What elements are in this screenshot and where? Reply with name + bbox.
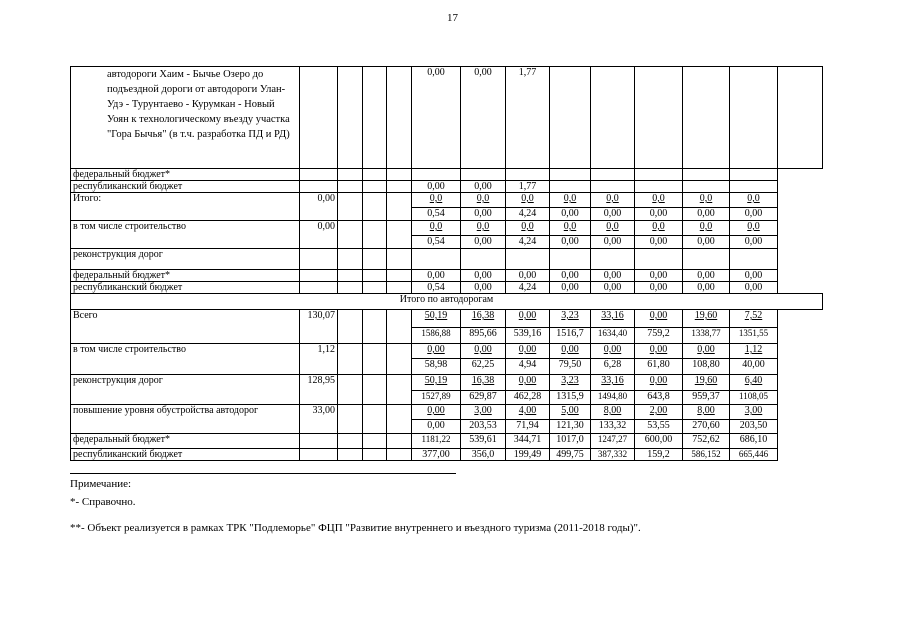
- empty-cell: [338, 169, 363, 181]
- value-cell: 33,16: [591, 310, 635, 328]
- empty-cell: [363, 282, 387, 294]
- empty-cell: [338, 449, 363, 461]
- object-row: [71, 67, 823, 169]
- value-cell: 33,16: [591, 375, 635, 391]
- value-cell: 3,23: [550, 375, 591, 391]
- table-row: [71, 181, 823, 193]
- section-title-row: [71, 294, 823, 310]
- value-cell: [461, 169, 506, 181]
- value-cell: 0,00: [412, 420, 461, 434]
- value-cell: 2,00: [635, 405, 683, 420]
- row-label: повышение уровня обустройства автодорог: [71, 405, 300, 434]
- row-label: федеральный бюджет*: [71, 270, 300, 282]
- value-cell: [683, 169, 730, 181]
- value-cell: [635, 169, 683, 181]
- value-cell: [412, 169, 461, 181]
- value-cell: 356,0: [461, 449, 506, 461]
- value-cell: 0,00: [461, 67, 506, 169]
- value-cell: 1351,55: [730, 328, 778, 344]
- empty-cell: [363, 449, 387, 461]
- value-cell: 71,94: [506, 420, 550, 434]
- value-cell: 79,50: [550, 359, 591, 375]
- value-cell: 0,00: [461, 344, 506, 359]
- value-cell: 0,00: [461, 208, 506, 221]
- empty-cell: [338, 193, 363, 221]
- value-cell: 8,00: [683, 405, 730, 420]
- value-cell: [506, 249, 550, 270]
- empty-cell: [387, 270, 412, 282]
- value-cell: 3,23: [550, 310, 591, 328]
- value-cell: 0,00: [591, 282, 635, 294]
- empty-cell: [363, 270, 387, 282]
- value-cell: 4,00: [506, 405, 550, 420]
- value-cell: 50,19: [412, 375, 461, 391]
- value-cell: 4,24: [506, 208, 550, 221]
- empty-cell: [387, 169, 412, 181]
- value-cell: 1017,0: [550, 434, 591, 449]
- value-cell: 1516,7: [550, 328, 591, 344]
- row-total: 0,00: [300, 221, 338, 249]
- empty-cell: [387, 193, 412, 221]
- table-row: [71, 405, 823, 420]
- value-cell: 53,55: [635, 420, 683, 434]
- row-label: федеральный бюджет*: [71, 169, 300, 181]
- empty-cell: [338, 375, 363, 405]
- table-row: [71, 375, 823, 391]
- value-cell: 0,00: [683, 236, 730, 249]
- value-cell: [730, 169, 778, 181]
- value-cell: 1634,40: [591, 328, 635, 344]
- row-total: 130,07: [300, 310, 338, 344]
- row-total: 33,00: [300, 405, 338, 434]
- empty-cell: [338, 434, 363, 449]
- value-cell: 7,52: [730, 310, 778, 328]
- row-label: в том числе строительство: [71, 221, 300, 249]
- value-cell: 6,28: [591, 359, 635, 375]
- value-cell: 0,00: [591, 236, 635, 249]
- value-cell: 1338,77: [683, 328, 730, 344]
- value-cell: [550, 181, 591, 193]
- value-cell: 58,98: [412, 359, 461, 375]
- value-cell: 0,0: [412, 193, 461, 208]
- value-cell: 0,00: [461, 270, 506, 282]
- value-cell: 3,00: [730, 405, 778, 420]
- value-cell: 61,80: [635, 359, 683, 375]
- value-cell: 387,332: [591, 449, 635, 461]
- value-cell: 4,24: [506, 236, 550, 249]
- value-cell: 1,12: [730, 344, 778, 359]
- value-cell: 0,0: [730, 221, 778, 236]
- value-cell: 0,0: [683, 193, 730, 208]
- value-cell: 1315,9: [550, 391, 591, 405]
- value-cell: 0,00: [683, 270, 730, 282]
- value-cell: 0,00: [550, 344, 591, 359]
- value-cell: 3,00: [461, 405, 506, 420]
- value-cell: 0,00: [730, 236, 778, 249]
- value-cell: 0,00: [635, 236, 683, 249]
- road-funding-table: [70, 66, 823, 461]
- row-label: федеральный бюджет*: [71, 434, 300, 449]
- empty-cell: [338, 270, 363, 282]
- value-cell: 643,8: [635, 391, 683, 405]
- value-cell: 759,2: [635, 328, 683, 344]
- value-cell: 4,24: [506, 282, 550, 294]
- table-row: [71, 270, 823, 282]
- value-cell: 377,00: [412, 449, 461, 461]
- empty-cell: [387, 405, 412, 434]
- value-cell: 0,00: [506, 270, 550, 282]
- value-cell: [730, 181, 778, 193]
- value-cell: 1247,27: [591, 434, 635, 449]
- value-cell: 1494,80: [591, 391, 635, 405]
- empty-cell: [363, 181, 387, 193]
- value-cell: 0,0: [591, 221, 635, 236]
- value-cell: 16,38: [461, 310, 506, 328]
- value-cell: 159,2: [635, 449, 683, 461]
- value-cell: 1181,22: [412, 434, 461, 449]
- empty-cell: [363, 193, 387, 221]
- value-cell: 203,53: [461, 420, 506, 434]
- empty-cell: [387, 434, 412, 449]
- notes-divider: [70, 473, 456, 474]
- value-cell: [683, 181, 730, 193]
- value-cell: 0,0: [550, 221, 591, 236]
- value-cell: 0,0: [550, 193, 591, 208]
- value-cell: 0,00: [730, 208, 778, 221]
- value-cell: 0,54: [412, 282, 461, 294]
- value-cell: 0,00: [550, 236, 591, 249]
- value-cell: 1,77: [506, 181, 550, 193]
- value-cell: 895,66: [461, 328, 506, 344]
- value-cell: 0,00: [412, 181, 461, 193]
- empty-cell: [387, 449, 412, 461]
- empty-cell: [363, 169, 387, 181]
- row-label: республиканский бюджет: [71, 449, 300, 461]
- value-cell: 0,00: [412, 405, 461, 420]
- value-cell: 0,00: [730, 282, 778, 294]
- row-label: реконструкция дорог: [71, 249, 300, 270]
- value-cell: 0,00: [635, 344, 683, 359]
- row-total: [300, 282, 338, 294]
- row-label: в том числе строительство: [71, 344, 300, 375]
- row-total: [300, 449, 338, 461]
- note-tourism-program: **- Объект реализуется в рамках ТРК "Подлеморье" ФЦП "Развитие внутреннего и въездного туризма (2011-2018 годы)".: [70, 522, 641, 534]
- value-cell: 0,00: [506, 375, 550, 391]
- value-cell: 0,0: [730, 193, 778, 208]
- value-cell: 0,54: [412, 208, 461, 221]
- row-total: [300, 249, 338, 270]
- value-cell: 6,40: [730, 375, 778, 391]
- note-reference: *- Справочно.: [70, 496, 136, 508]
- value-cell: 1,77: [506, 67, 550, 169]
- value-cell: 8,00: [591, 405, 635, 420]
- value-cell: 121,30: [550, 420, 591, 434]
- value-cell: [635, 181, 683, 193]
- row-total: 128,95: [300, 375, 338, 405]
- value-cell: [412, 249, 461, 270]
- value-cell: 16,38: [461, 375, 506, 391]
- table-row: [71, 221, 823, 236]
- value-cell: 0,00: [412, 67, 461, 169]
- object-name: автодороги Хаим - Бычье Озеро до подъездной дороги от автодороги Улан-Удэ - Турунтаево - Курумкан - Новый Уоян к технологическому въезду участка "Гора Бычья" (в т.ч. разработка ПД и РД): [71, 67, 300, 169]
- value-cell: 0,00: [550, 270, 591, 282]
- row-total: [300, 169, 338, 181]
- value-cell: 0,00: [506, 344, 550, 359]
- empty-cell: [338, 344, 363, 375]
- value-cell: 0,00: [461, 181, 506, 193]
- value-cell: [550, 169, 591, 181]
- value-cell: 0,00: [550, 208, 591, 221]
- empty-cell: [363, 249, 387, 270]
- value-cell: 0,00: [635, 208, 683, 221]
- value-cell: 0,00: [683, 208, 730, 221]
- value-cell: 0,0: [461, 221, 506, 236]
- row-label: республиканский бюджет: [71, 282, 300, 294]
- empty-cell: [387, 344, 412, 375]
- value-cell: 108,80: [683, 359, 730, 375]
- value-cell: [591, 249, 635, 270]
- value-cell: 629,87: [461, 391, 506, 405]
- value-cell: 0,00: [461, 282, 506, 294]
- empty-cell: [363, 434, 387, 449]
- value-cell: 270,60: [683, 420, 730, 434]
- value-cell: 1108,05: [730, 391, 778, 405]
- empty-cell: [338, 282, 363, 294]
- row-total: [300, 270, 338, 282]
- empty-cell: [387, 310, 412, 344]
- empty-cell: [387, 181, 412, 193]
- value-cell: 752,62: [683, 434, 730, 449]
- table-row: [71, 193, 823, 208]
- empty-cell: [338, 405, 363, 434]
- value-cell: 0,0: [412, 221, 461, 236]
- empty-cell: [338, 249, 363, 270]
- value-cell: 199,49: [506, 449, 550, 461]
- value-cell: 0,00: [635, 282, 683, 294]
- empty-cell: [338, 310, 363, 344]
- value-cell: 0,00: [730, 270, 778, 282]
- value-cell: [730, 249, 778, 270]
- empty-cell: [363, 405, 387, 434]
- value-cell: 0,00: [683, 282, 730, 294]
- value-cell: 0,0: [506, 221, 550, 236]
- section-title: Итого по автодорогам: [71, 294, 823, 310]
- value-cell: 0,00: [412, 344, 461, 359]
- value-cell: 203,50: [730, 420, 778, 434]
- value-cell: [550, 249, 591, 270]
- value-cell: [683, 249, 730, 270]
- value-cell: 586,152: [683, 449, 730, 461]
- value-cell: 0,54: [412, 236, 461, 249]
- row-label: реконструкция дорог: [71, 375, 300, 405]
- value-cell: 0,0: [461, 193, 506, 208]
- value-cell: 19,60: [683, 375, 730, 391]
- table-row: [71, 282, 823, 294]
- table-row: [71, 344, 823, 359]
- value-cell: 133,32: [591, 420, 635, 434]
- empty-cell: [363, 375, 387, 405]
- value-cell: 0,00: [635, 375, 683, 391]
- row-total: [300, 434, 338, 449]
- value-cell: 0,00: [635, 310, 683, 328]
- table-row: [71, 434, 823, 449]
- value-cell: 686,10: [730, 434, 778, 449]
- row-label: Всего: [71, 310, 300, 344]
- value-cell: 0,00: [550, 282, 591, 294]
- value-cell: 0,00: [591, 270, 635, 282]
- value-cell: 40,00: [730, 359, 778, 375]
- table-row: [71, 169, 823, 181]
- value-cell: 0,00: [635, 270, 683, 282]
- value-cell: 50,19: [412, 310, 461, 328]
- value-cell: 499,75: [550, 449, 591, 461]
- row-total: [300, 181, 338, 193]
- value-cell: 539,61: [461, 434, 506, 449]
- value-cell: 0,0: [635, 221, 683, 236]
- value-cell: 0,00: [506, 310, 550, 328]
- value-cell: 19,60: [683, 310, 730, 328]
- table-row: [71, 449, 823, 461]
- value-cell: 462,28: [506, 391, 550, 405]
- row-total: 0,00: [300, 193, 338, 221]
- empty-cell: [363, 221, 387, 249]
- empty-cell: [338, 221, 363, 249]
- empty-cell: [338, 181, 363, 193]
- table-row: [71, 310, 823, 328]
- value-cell: [591, 181, 635, 193]
- value-cell: 0,00: [591, 344, 635, 359]
- value-cell: 344,71: [506, 434, 550, 449]
- value-cell: 5,00: [550, 405, 591, 420]
- row-total: 1,12: [300, 344, 338, 375]
- empty-cell: [387, 375, 412, 405]
- empty-cell: [363, 344, 387, 375]
- value-cell: 1527,89: [412, 391, 461, 405]
- value-cell: 0,00: [412, 270, 461, 282]
- value-cell: 665,446: [730, 449, 778, 461]
- value-cell: 0,00: [461, 236, 506, 249]
- value-cell: 0,0: [635, 193, 683, 208]
- value-cell: 0,0: [506, 193, 550, 208]
- value-cell: 4,94: [506, 359, 550, 375]
- value-cell: 0,0: [591, 193, 635, 208]
- value-cell: [506, 169, 550, 181]
- empty-cell: [363, 310, 387, 344]
- value-cell: 600,00: [635, 434, 683, 449]
- value-cell: 1586,88: [412, 328, 461, 344]
- value-cell: 0,00: [683, 344, 730, 359]
- notes-title: Примечание:: [70, 478, 132, 490]
- empty-cell: [387, 282, 412, 294]
- value-cell: [591, 169, 635, 181]
- value-cell: 539,16: [506, 328, 550, 344]
- table-row: [71, 249, 823, 270]
- value-cell: [635, 249, 683, 270]
- empty-cell: [387, 221, 412, 249]
- value-cell: 62,25: [461, 359, 506, 375]
- row-label: республиканский бюджет: [71, 181, 300, 193]
- row-label: Итого:: [71, 193, 300, 221]
- value-cell: 0,00: [591, 208, 635, 221]
- page-number: 17: [447, 12, 458, 24]
- value-cell: 959,37: [683, 391, 730, 405]
- empty-cell: [387, 249, 412, 270]
- value-cell: 0,0: [683, 221, 730, 236]
- value-cell: [461, 249, 506, 270]
